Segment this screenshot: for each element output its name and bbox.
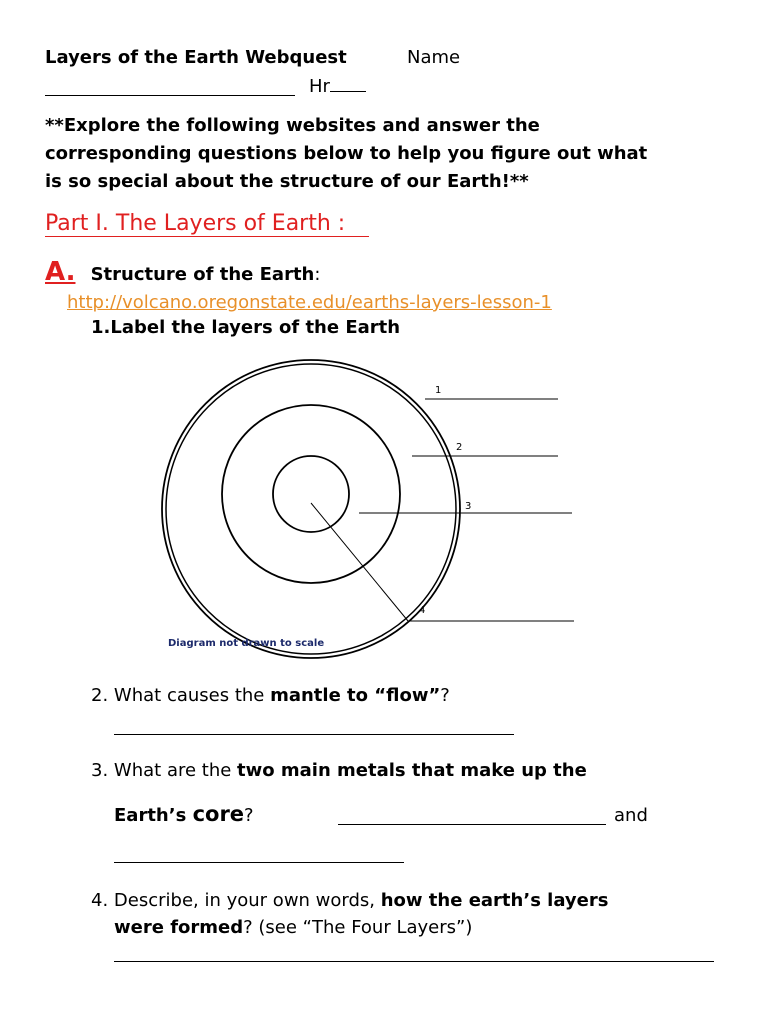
intro-line-3: is so special about the structure of our Earth!**	[45, 171, 529, 192]
layer-label-2: 2	[456, 442, 463, 453]
question-4-see-reference: ? (see “The Four Layers”)	[243, 917, 473, 938]
inner-core-circle	[273, 456, 349, 532]
question-1-number: 1.	[91, 317, 111, 338]
intro-line-2: corresponding questions below to help you figure out what	[45, 143, 648, 164]
question-4-text-start: Describe, in your own words,	[113, 890, 381, 911]
name-label: Name	[407, 47, 461, 68]
question-3-and: and	[614, 805, 648, 826]
volcano-website-link[interactable]: http://volcano.oregonstate.edu/earths-layers-lesson-1	[67, 292, 552, 313]
question-4-were-formed: were formed	[114, 917, 244, 938]
answer-line-4[interactable]	[114, 961, 714, 962]
question-4	[91, 890, 608, 911]
question-3-emphasis: two main metals that make up the	[237, 760, 587, 781]
question-2-number: 2.	[91, 685, 109, 706]
hour-label: Hr	[309, 76, 330, 97]
section-a-colon: :	[314, 264, 321, 285]
question-3-line-2	[114, 802, 254, 826]
question-3-text-start: What are the	[113, 760, 238, 781]
worksheet-title: Layers of the Earth Webquest	[45, 47, 347, 68]
outer-core-circle	[222, 405, 400, 583]
answer-line-2[interactable]	[114, 734, 514, 735]
part-1-heading: Part I. The Layers of Earth :	[45, 211, 369, 237]
question-3-number: 3.	[91, 760, 109, 781]
intro-line-1: **Explore the following websites and answer the	[45, 115, 540, 136]
section-a-title: Structure of the Earth	[90, 264, 315, 285]
layer-label-1: 1	[435, 385, 442, 396]
answer-line-3b[interactable]	[114, 862, 404, 863]
layer-label-3: 3	[465, 501, 472, 512]
layer-label-4: 4	[419, 605, 426, 616]
section-a-letter: A.	[45, 257, 76, 287]
question-3	[91, 760, 587, 781]
question-2	[91, 685, 450, 706]
label-pointer-4	[311, 503, 408, 621]
question-4-line-2	[114, 917, 472, 938]
question-3-qmark: ?	[244, 805, 254, 826]
question-2-text-start: What causes the	[113, 685, 271, 706]
question-2-text-end: ?	[440, 685, 450, 706]
crust-inner-circle	[166, 364, 456, 654]
diagram-caption: Diagram not drawn to scale	[168, 638, 325, 649]
question-1-text: Label the layers of the Earth	[110, 317, 401, 338]
question-3-core: core	[192, 802, 245, 826]
question-4-emphasis: how the earth’s layers	[380, 890, 609, 911]
answer-line-3a[interactable]	[338, 824, 606, 825]
question-2-emphasis: mantle to “flow”	[270, 685, 441, 706]
question-4-number: 4.	[91, 890, 109, 911]
question-3-earths: Earth’s	[114, 805, 193, 826]
